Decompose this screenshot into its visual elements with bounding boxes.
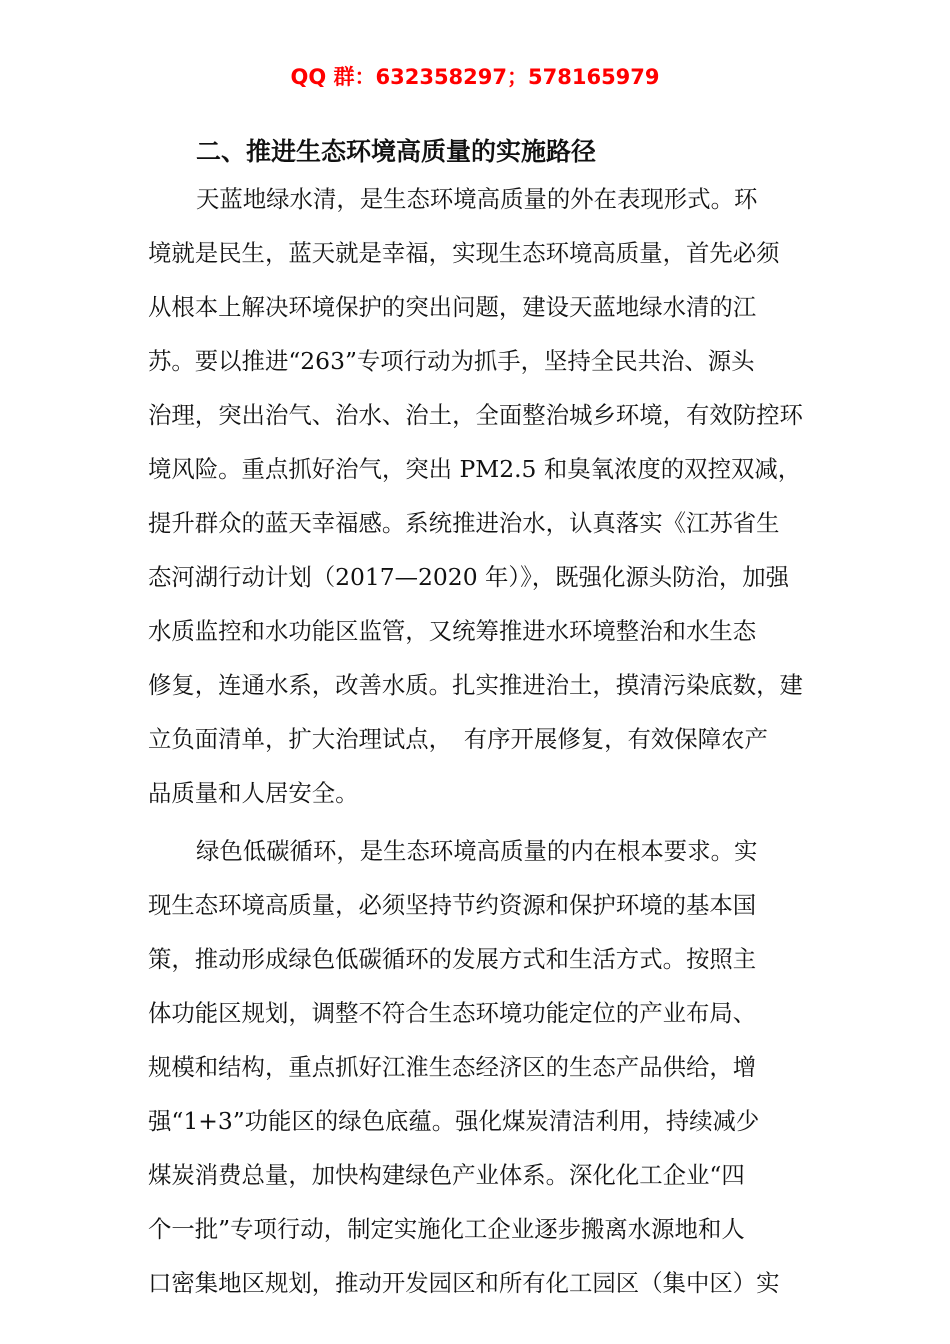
text-line: 境风险。重点抓好治气，突出 PM2.5 和臭氧浓度的双控双减，: [148, 455, 802, 483]
text-line: 现生态环境高质量，必须坚持节约资源和保护环境的基本国: [148, 891, 757, 919]
text-line: 苏。要以推进“263”专项行动为抓手，坚持全民共治、源头: [148, 347, 755, 375]
text-line: 提升群众的蓝天幸福感。系统推进治水，认真落实《江苏省生: [148, 509, 780, 537]
text-line: 规模和结构，重点抓好江淮生态经济区的生态产品供给，增: [148, 1053, 757, 1081]
section-heading: 二、推进生态环境高质量的实施路径: [196, 137, 597, 166]
text-line: 境就是民生，蓝天就是幸福，实现生态环境高质量，首先必须: [148, 239, 780, 267]
qq-group-header: QQ 群：632358297；578165979: [290, 65, 660, 89]
text-line: 策，推动形成绿色低碳循环的发展方式和生活方式。按照主: [148, 945, 757, 973]
text-line: 口密集地区规划，推动开发园区和所有化工园区（集中区）实: [148, 1269, 780, 1297]
text-line: 态河湖行动计划（2017—2020 年）》，既强化源头防治，加强: [148, 563, 790, 591]
text-line: 从根本上解决环境保护的突出问题，建设天蓝地绿水清的江: [148, 293, 757, 321]
text-line: 强“1+3”功能区的绿色底蕴。强化煤炭清洁利用，持续减少: [148, 1107, 760, 1135]
text-line: 品质量和人居安全。: [148, 779, 359, 807]
text-line: 煤炭消费总量，加快构建绿色产业体系。深化化工企业“四: [148, 1161, 745, 1189]
text-line: 天蓝地绿水清，是生态环境高质量的外在表现形式。环: [196, 185, 758, 213]
text-line: 绿色低碳循环，是生态环境高质量的内在根本要求。实: [196, 837, 758, 865]
text-line: 水质监控和水功能区监管，又统筹推进水环境整治和水生态: [148, 617, 757, 645]
text-line: 治理，突出治气、治水、治土，全面整治城乡环境，有效防控环: [148, 401, 803, 429]
text-line: 体功能区规划，调整不符合生态环境功能定位的产业布局、: [148, 999, 757, 1027]
text-line: 立负面清单，扩大治理试点， 有序开展修复，有效保障农产: [148, 725, 768, 753]
text-line: 个一批”专项行动，制定实施化工企业逐步搬离水源地和人: [148, 1215, 745, 1243]
text-line: 修复，连通水系，改善水质。扎实推进治土，摸清污染底数，建: [148, 671, 803, 699]
